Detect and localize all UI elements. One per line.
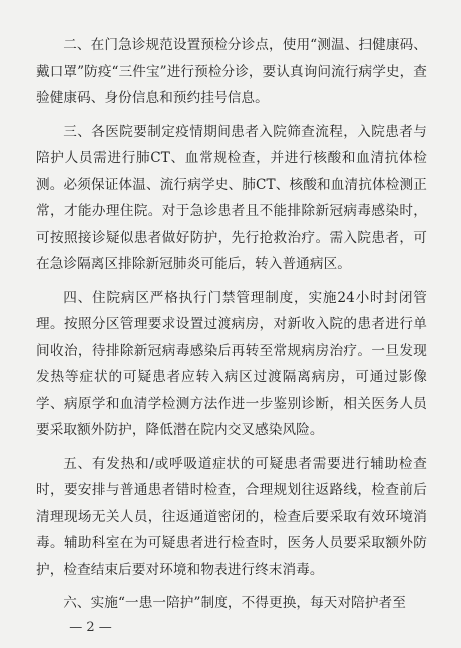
paragraph-4: 四、住院病区严格执行门禁管理制度，实施24小时封闭管理。按照分区管理要求设置过渡病房，对新收入院的患者进行单间收治，待排除新冠病毒感染后再转至常规病房治疗。一旦发现发热等症状的可疑患者应转入病区过渡隔离病房，可通过影像学、病原学和血清学检测方法作进一步鉴别诊断，相关医务人员要采取额外防护，降低潜在院内交叉感染风险。 — [36, 289, 427, 438]
paragraph-2: 二、在门急诊规范设置预检分诊点，使用“测温、扫健康码、戴口罩”防疫“三件宝”进行预检分诊，要认真询问流行病学史，查验健康码、身份信息和预约挂号信息。 — [36, 37, 427, 106]
paragraph-6: 六、实施“一患一陪护”制度，不得更换，每天对陪护者至 — [63, 595, 406, 611]
document-body — [36, 32, 427, 617]
paragraph-5: 五、有发热和/或呼吸道症状的可疑患者需要进行辅助检查时，要安排与普通患者错时检查，合理规划往返路线，检查前后清理现场无关人员，往返通道密闭的，检查后要采取有效环境消毒。辅助科室在为可疑患者进行检查时，医务人员要采取额外防护，检查结束后要对环境和物表进行终末消毒。 — [36, 455, 427, 578]
page-number: — 2 — — [69, 620, 112, 635]
paragraph-3: 三、各医院要制定疫情期间患者入院筛查流程，入院患者与陪护人员需进行肺CT、血常规检查，并进行核酸和血清抗体检测。必须保证体温、流行病学史、肺CT、核酸和血清抗体检测正常，才能办理住院。对于急诊患者且不能排除新冠病毒感染时，可按照接诊疑似患者做好防护，先行抢救治疗。需入院患者，可在急诊隔离区排除新冠肺炎可能后，转入普通病区。 — [36, 123, 427, 272]
